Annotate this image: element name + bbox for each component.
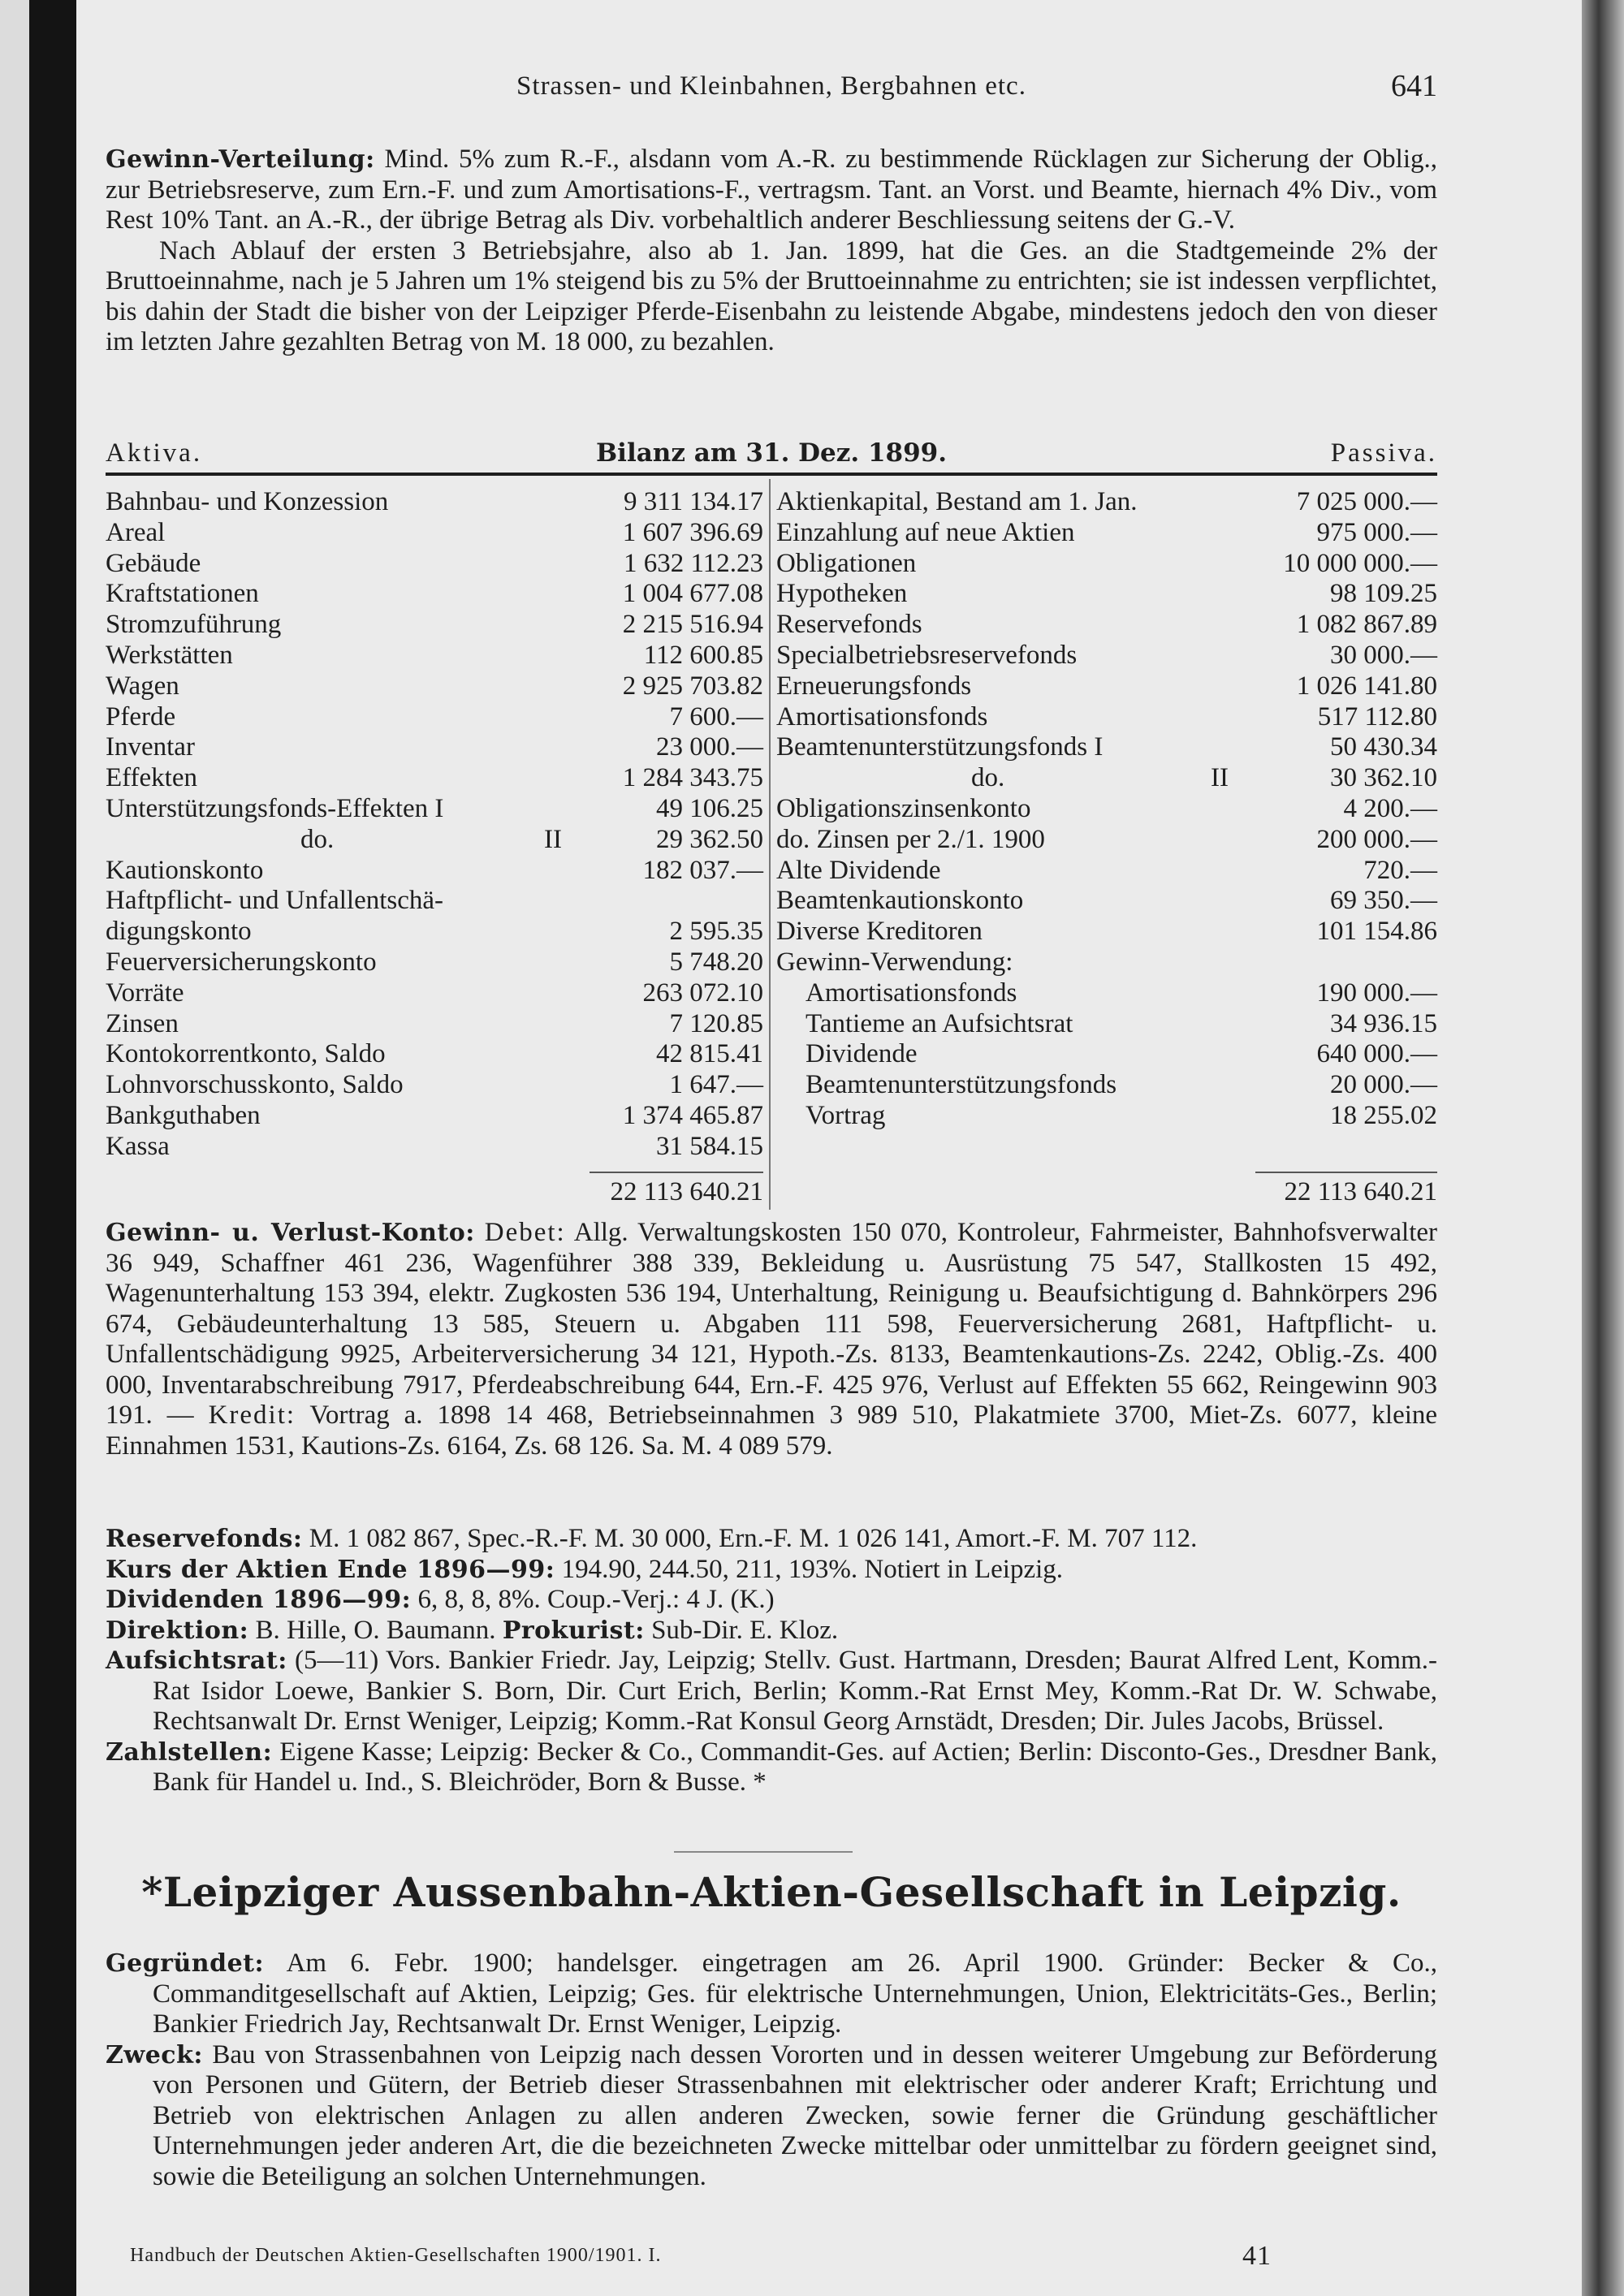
aktiva-row xyxy=(106,1039,763,1070)
passiva-item-label: Gewinn-Verwendung: xyxy=(776,947,1013,977)
passiva-row xyxy=(776,671,1437,702)
aktiva-row xyxy=(106,917,763,947)
passiva-item-amount: 975 000.— xyxy=(1316,517,1437,547)
aktiva-item-amount: 9 311 134.17 xyxy=(623,487,763,516)
page-edge-right xyxy=(1582,0,1624,2296)
passiva-item-amount: 34 936.15 xyxy=(1330,1008,1437,1038)
passiva-item-label: Alte Dividende xyxy=(776,855,941,885)
aktiva-item-label: Bankguthaben xyxy=(106,1100,261,1130)
passiva-row xyxy=(776,641,1437,671)
purpose-text: Bau von Strassenbahnen von Leipzig nach dessen Vororten und in dessen weiterer Umgebung zur Beförderung von Personen und Gütern, der Betrieb dieser Strassenbahnen mit elektrischer oder anderer Kraft; Errichtung und Betrieb von elektrischen Anlagen zu allen anderen Zwecken, sowie ferner die Gründung geschäftlicher Unternehmungen jeder anderen Art, die die bezeichneten Zwecke mittelbar oder unmittelbar zu fördern geeignet sind, sowie die Beteiligung an solchen Unternehmungen. xyxy=(153,2039,1438,2191)
founded-text: Am 6. Febr. 1900; handelsger. eingetragen am 26. April 1900. Gründer: Becker & Co., Commanditgesellschaft auf Aktien, Leipzig; Ges. für elektrische Unternehmungen, Union, Elektricitäts-Ges., Berlin; Bankier Friedrich Jay, Rechtsanwalt Dr. Ernst Weniger, Leipzig. xyxy=(153,1949,1437,2039)
passiva-item-amount: 4 200.— xyxy=(1343,793,1437,823)
passiva-item-amount: 517 112.80 xyxy=(1317,701,1437,732)
fact-paragraph xyxy=(106,1737,1437,1798)
passiva-item-label: Amortisationsfonds xyxy=(776,701,988,732)
aktiva-row xyxy=(106,671,763,702)
passiva-row xyxy=(776,978,1437,1009)
aktiva-row xyxy=(106,763,763,794)
signature-mark: 41 xyxy=(1242,2241,1272,2271)
passiva-row xyxy=(776,856,1437,887)
fact-text: 194.90, 244.50, 211, 193%. Notiert in Leipzig. xyxy=(561,1554,1064,1584)
passiva-item-label: Specialbetriebsreservefonds xyxy=(776,640,1078,670)
book-spine-shadow xyxy=(29,0,76,2296)
running-header xyxy=(106,71,1437,112)
company-title: *Leipziger Aussenbahn-Aktien-Gesellschaft in Leipzig. xyxy=(141,1868,1402,1916)
fact-text: Eigene Kasse; Leipzig: Becker & Co., Commandit-Ges. auf Actien; Berlin: Disconto-Ges., Dresdner Bank, Bank für Handel u. Ind., S. Bleichröder, Born & Busse. * xyxy=(153,1737,1438,1797)
aktiva-item-amount: 2 595.35 xyxy=(669,917,763,947)
passiva-item-label: Erneuerungsfonds xyxy=(776,671,972,701)
document-page xyxy=(106,0,1437,2296)
passiva-item-amount: 720.— xyxy=(1363,855,1437,885)
aktiva-item-label: Vorräte xyxy=(106,978,184,1008)
passiva-row xyxy=(776,732,1437,763)
passiva-row xyxy=(776,763,1437,794)
passiva-item-amount: 30 000.— xyxy=(1330,640,1437,670)
passiva-item-amount: 1 082 867.89 xyxy=(1296,610,1437,640)
passiva-item-label: Amortisationsfonds xyxy=(806,978,1017,1008)
passiva-item-label: do. Zinsen per 2./1. 1900 xyxy=(776,824,1045,854)
passiva-row xyxy=(776,825,1437,856)
passiva-row xyxy=(776,1009,1437,1040)
aktiva-item-amount: 182 037.— xyxy=(642,855,763,885)
aktiva-item-amount: 2 925 703.82 xyxy=(622,671,763,701)
passiva-row xyxy=(776,917,1437,947)
aktiva-row xyxy=(106,487,763,518)
balance-header xyxy=(106,438,1437,471)
running-title: Strassen- und Kleinbahnen, Bergbahnen etc. xyxy=(516,71,1026,101)
passiva-row xyxy=(776,579,1437,610)
passiva-item-label: Dividende xyxy=(806,1039,918,1069)
passiva-item-label: do. xyxy=(971,763,1005,793)
aktiva-item-label: Effekten xyxy=(106,763,198,793)
fact-text-secondary: Sub-Dir. E. Kloz. xyxy=(651,1615,839,1645)
aktiva-item-amount: 263 072.10 xyxy=(642,978,763,1008)
passiva-item-label: Tantieme an Aufsichtsrat xyxy=(806,1008,1073,1038)
aktiva-item-label: Kontokorrentkonto, Saldo xyxy=(106,1039,386,1069)
passiva-item-amount: 98 109.25 xyxy=(1330,579,1437,609)
aktiva-column xyxy=(106,487,763,1163)
passiva-item-label: Beamtenunterstützungsfonds xyxy=(806,1070,1117,1100)
aktiva-item-label: do. xyxy=(300,824,335,854)
passiva-row xyxy=(776,1039,1437,1070)
aktiva-item-label: Werkstätten xyxy=(106,640,233,670)
aktiva-item-label: Kraftstationen xyxy=(106,579,259,609)
passiva-item-label: Hypotheken xyxy=(776,579,908,609)
aktiva-row xyxy=(106,1101,763,1132)
aktiva-item-label: Zinsen xyxy=(106,1008,179,1038)
page-footer xyxy=(130,2241,1429,2273)
fact-text: (5—11) Vors. Bankier Friedr. Jay, Leipzig; Stellv. Gust. Hartmann, Dresden; Baurat Alfred Lent, Komm.-Rat Isidor Loewe, Bankier S. Born, Dir. Curt Erich, Berlin; Komm.-Rat Ernst Mey, Komm.-Rat Dr. W. Schwabe, Rechtsanwalt Dr. Ernst Weniger, Leipzig; Komm.-Rat Konsul Georg Arnstädt, Dresden; Dir. Jules Jacobs, Brüssel. xyxy=(153,1646,1438,1736)
passiva-item-amount: 200 000.— xyxy=(1316,824,1437,854)
fact-label: Direktion: xyxy=(106,1616,249,1645)
passiva-total: 22 113 640.21 xyxy=(1284,1177,1437,1206)
aktiva-item-label: Wagen xyxy=(106,671,179,701)
aktiva-item-label: Kassa xyxy=(106,1131,170,1161)
section-separator xyxy=(674,1851,853,1853)
aktiva-item-label: Stromzuführung xyxy=(106,610,282,640)
aktiva-label: Aktiva. xyxy=(106,438,203,468)
passiva-item-label: Obligationen xyxy=(776,548,917,578)
passiva-label: Passiva. xyxy=(1330,438,1437,468)
aktiva-item-amount: 29 362.50 xyxy=(656,824,763,854)
passiva-item-label: Reservefonds xyxy=(776,610,922,640)
aktiva-row xyxy=(106,732,763,763)
passiva-item-amount: 20 000.— xyxy=(1330,1070,1437,1100)
pl-label: Gewinn- u. Verlust-Konto: xyxy=(106,1219,475,1247)
passiva-item-label: Beamtenunterstützungsfonds I xyxy=(776,732,1104,762)
passiva-item-amount: 1 026 141.80 xyxy=(1296,671,1437,701)
page-edge-left xyxy=(0,0,29,2296)
aktiva-item-sublabel: II xyxy=(544,824,562,854)
passiva-row xyxy=(776,947,1437,978)
aktiva-item-label: digungskonto xyxy=(106,917,252,947)
passiva-item-sublabel: II xyxy=(1211,763,1229,793)
fact-text: 6, 8, 8, 8%. Coup.-Verj.: 4 J. (K.) xyxy=(417,1585,775,1614)
aktiva-item-label: Gebäude xyxy=(106,548,201,578)
fact-paragraph xyxy=(106,1585,1437,1616)
passiva-row xyxy=(776,702,1437,733)
fact-paragraph xyxy=(106,1646,1437,1737)
aktiva-item-amount: 2 215 516.94 xyxy=(622,610,763,640)
aktiva-row xyxy=(106,1070,763,1101)
aktiva-item-amount: 5 748.20 xyxy=(669,947,763,977)
passiva-item-amount: 10 000 000.— xyxy=(1283,548,1437,578)
aktiva-item-amount: 1 607 396.69 xyxy=(622,517,763,547)
debet-label: Debet: xyxy=(484,1218,566,1247)
aktiva-item-label: Feuerversicherungskonto xyxy=(106,947,377,977)
aktiva-row xyxy=(106,518,763,549)
passiva-total-rule xyxy=(1255,1172,1437,1173)
passiva-row xyxy=(776,794,1437,825)
aktiva-row xyxy=(106,947,763,978)
aktiva-item-amount: 42 815.41 xyxy=(656,1039,763,1069)
fact-paragraph xyxy=(106,1555,1437,1586)
aktiva-item-amount: 1 632 112.23 xyxy=(623,548,763,578)
founded-label: Gegründet: xyxy=(106,1949,265,1978)
aktiva-item-amount: 23 000.— xyxy=(656,732,763,762)
aktiva-item-label: Inventar xyxy=(106,732,195,762)
aktiva-item-amount: 7 600.— xyxy=(669,701,763,732)
passiva-item-amount: 101 154.86 xyxy=(1316,917,1437,947)
passiva-item-amount: 69 350.— xyxy=(1330,886,1437,916)
aktiva-row xyxy=(106,579,763,610)
aktiva-item-amount: 1 647.— xyxy=(669,1070,763,1100)
city-levy-text: Nach Ablauf der ersten 3 Betriebsjahre, also ab 1. Jan. 1899, hat die Ges. an die Stadtgemeinde 2% der Bruttoeinnahme, nach je 5 Jahren um 1% steigend bis zu 5% der Bruttoeinnahme zu entrichten; sie ist indessen verpflichtet, bis dahin der Stadt die bisher von der Leipziger Pferde-Eisenbahn zu leistende Abgabe, mindestens jedoch den von dieser im letzten Jahre gezahlten Betrag von M. 18 000, zu bezahlen. xyxy=(106,235,1437,356)
fact-label-secondary: Prokurist: xyxy=(502,1616,645,1645)
aktiva-row xyxy=(106,1132,763,1163)
passiva-item-amount: 7 025 000.— xyxy=(1296,487,1437,516)
aktiva-item-amount: 31 584.15 xyxy=(656,1131,763,1161)
balance-rule xyxy=(106,473,1437,476)
profit-distribution-label: Gewinn-Verteilung: xyxy=(106,145,375,174)
aktiva-item-label: Areal xyxy=(106,517,166,547)
balance-column-divider xyxy=(769,479,771,1210)
fact-label: Aufsichtsrat: xyxy=(106,1646,287,1675)
passiva-item-label: Vortrag xyxy=(806,1100,886,1130)
aktiva-item-amount: 7 120.85 xyxy=(669,1008,763,1038)
fact-label: Dividenden 1896—99: xyxy=(106,1586,412,1614)
passiva-item-amount: 50 430.34 xyxy=(1330,732,1437,762)
passiva-item-label: Beamtenkautionskonto xyxy=(776,886,1024,916)
passiva-row xyxy=(776,549,1437,580)
passiva-item-label: Aktienkapital, Bestand am 1. Jan. xyxy=(776,487,1138,516)
passiva-item-label: Diverse Kreditoren xyxy=(776,917,983,947)
kredit-text: Vortrag a. 1898 14 468, Betriebseinnahmen 3 989 510, Plakatmiete 3700, Miet-Zs. 6077, kleine Einnahmen 1531, Kautions-Zs. 6164, Zs. 68 126. Sa. M. 4 089 579. xyxy=(106,1400,1438,1461)
debet-text: Allg. Verwaltungskosten 150 070, Kontroleur, Fahrmeister, Bahnhofsverwalter 36 949, Schaffner 461 236, Wagenführer 388 339, Bekleidung u. Ausrüstung 75 547, Stallkosten 15 492, Wagenunterhaltung 153 394, elektr. Zugkosten 536 194, Unterhaltung, Reinigung u. Beaufsichtigung d. Bahnkörpers 296 674, Gebäudeunterhaltung 13 585, Steuern u. Abgaben 111 598, Feuerversicherung 2681, Haftpflicht- u. Unfallentschädigung 9925, Arbeiterversicherung 34 121, Hypoth.-Zs. 8133, Beamtenkautions-Zs. 2242, Oblig.-Zs. 400 000, Inventarabschreibung 7917, Pferdeabschreibung 644, Ern.-F. 425 976, Verlust auf Effekten 55 662, Reingewinn 903 191. — xyxy=(106,1218,1437,1430)
aktiva-item-label: Bahnbau- und Konzession xyxy=(106,487,389,516)
fact-text: M. 1 082 867, Spec.-R.-F. M. 30 000, Ern.-F. M. 1 026 141, Amort.-F. M. 707 112. xyxy=(309,1524,1198,1553)
aktiva-item-amount: 112 600.85 xyxy=(643,640,763,670)
aktiva-item-label: Lohnvorschusskonto, Saldo xyxy=(106,1070,404,1100)
aktiva-item-amount: 49 106.25 xyxy=(656,793,763,823)
page-number: 641 xyxy=(1391,69,1437,103)
passiva-item-amount: 18 255.02 xyxy=(1330,1100,1437,1130)
fact-label: Reservefonds: xyxy=(106,1525,303,1553)
passiva-row xyxy=(776,518,1437,549)
aktiva-row xyxy=(106,794,763,825)
aktiva-row xyxy=(106,886,763,917)
fact-text: B. Hille, O. Baumann. xyxy=(255,1615,496,1645)
fact-label: Kurs der Aktien Ende 1896—99: xyxy=(106,1555,555,1584)
aktiva-item-label: Haftpflicht- und Unfallentschä- xyxy=(106,886,444,916)
aktiva-row xyxy=(106,1009,763,1040)
profit-loss-section xyxy=(106,1218,1437,1461)
profit-distribution-text: Mind. 5% zum R.-F., alsdann vom A.-R. zu bestimmende Rücklagen zur Sicherung der Oblig., zur Betriebsreserve, zum Ern.-F. und zum Amortisations-F., vertragsm. Tant. an Vorst. und Beamte, hiernach 4% Div., vom Rest 10% Tant. an A.-R., der übrige Betrag als Div. vorbehaltlich anderer Beschliessung seitens der G.-V. xyxy=(106,145,1437,235)
passiva-item-amount: 190 000.— xyxy=(1316,978,1437,1008)
aktiva-item-amount: 1 284 343.75 xyxy=(622,763,763,793)
passiva-item-amount: 640 000.— xyxy=(1316,1039,1437,1069)
aktiva-total-rule xyxy=(590,1172,763,1173)
aktiva-row xyxy=(106,825,763,856)
passiva-row xyxy=(776,487,1437,518)
passiva-column xyxy=(776,487,1437,1132)
passiva-row xyxy=(776,886,1437,917)
kredit-label: Kredit: xyxy=(208,1400,296,1430)
aktiva-item-label: Kautionskonto xyxy=(106,855,264,885)
aktiva-item-label: Unterstützungsfonds-Effekten I xyxy=(106,793,444,823)
purpose-label: Zweck: xyxy=(106,2040,203,2069)
aktiva-row xyxy=(106,978,763,1009)
aktiva-item-label: Pferde xyxy=(106,701,176,732)
fact-label: Zahlstellen: xyxy=(106,1737,273,1767)
fact-paragraph xyxy=(106,1616,1437,1646)
aktiva-row xyxy=(106,549,763,580)
footer-text: Handbuch der Deutschen Aktien-Gesellschaften 1900/1901. I. xyxy=(130,2245,662,2266)
aktiva-item-amount: 1 004 677.08 xyxy=(622,579,763,609)
aktiva-row xyxy=(106,610,763,641)
passiva-row xyxy=(776,1070,1437,1101)
passiva-item-label: Einzahlung auf neue Aktien xyxy=(776,517,1075,547)
fact-paragraph xyxy=(106,1524,1437,1555)
aktiva-row xyxy=(106,641,763,671)
aktiva-total: 22 113 640.21 xyxy=(610,1177,763,1206)
aktiva-row xyxy=(106,856,763,887)
company-facts xyxy=(106,1524,1437,1798)
profit-distribution-section xyxy=(106,145,1437,358)
passiva-row xyxy=(776,610,1437,641)
company-details xyxy=(106,1949,1437,2192)
aktiva-item-amount: 1 374 465.87 xyxy=(622,1100,763,1130)
balance-title: Bilanz am 31. Dez. 1899. xyxy=(595,438,948,468)
passiva-item-label: Obligationszinsenkonto xyxy=(776,793,1031,823)
passiva-item-amount: 30 362.10 xyxy=(1330,763,1437,793)
passiva-row xyxy=(776,1101,1437,1132)
aktiva-row xyxy=(106,702,763,733)
